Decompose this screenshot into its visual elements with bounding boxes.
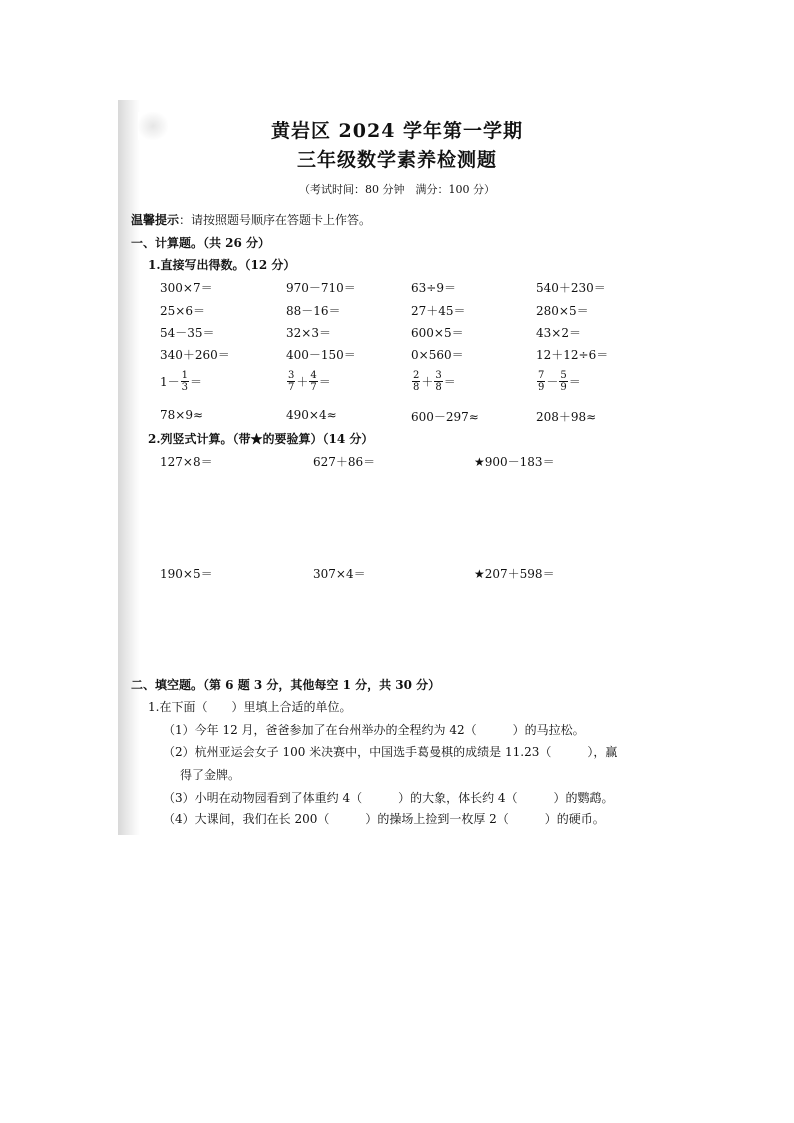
denominator: 3 (181, 382, 189, 393)
vertical-calc-item: ★900－183＝ (474, 455, 555, 469)
estimate-item: 208＋98≈ (536, 410, 597, 424)
numerator: 5 (560, 370, 567, 381)
equals: ＝ (190, 375, 203, 389)
calc-item: 54－35＝ (160, 326, 215, 340)
fill-item: （3）小明在动物园看到了体重约 4（ ）的大象，体长约 4（ ）的鹦鹉。 (163, 791, 614, 805)
vertical-calc-item: 127×8＝ (160, 455, 213, 469)
calc-item: 600×5＝ (411, 326, 464, 340)
denominator: 7 (310, 382, 317, 393)
section1-heading: 一、计算题。（共 26 分） (131, 236, 271, 250)
tip-label: 温馨提示 (131, 213, 180, 227)
vertical-calc-item: 307×4＝ (313, 567, 366, 581)
q2-heading: 2.列竖式计算。（带★的要验算）（14 分） (148, 432, 374, 446)
operator: － (167, 375, 180, 389)
exam-info: （考试时间：80 分钟 满分：100 分） (299, 183, 495, 196)
denominator: 9 (538, 382, 545, 393)
equals: ＝ (443, 375, 456, 389)
calc-item: 300×7＝ (160, 281, 213, 295)
fraction-item (411, 370, 456, 393)
fraction-item (160, 370, 202, 393)
estimate-item: 600－297≈ (411, 410, 479, 424)
fraction (537, 370, 545, 393)
calc-item: 280×5＝ (536, 304, 589, 318)
numerator: 7 (538, 370, 545, 381)
calc-item: 27＋45＝ (411, 304, 466, 318)
calc-item: 43×2＝ (536, 326, 581, 340)
tip-text: ：请按照题号顺序在答题卡上作答。 (179, 213, 372, 227)
fill-q1-heading: 1.在下面（ ）里填上合适的单位。 (148, 700, 352, 714)
calc-item: 340＋260＝ (160, 348, 230, 362)
operator: ＋ (421, 375, 434, 389)
fill-item-continued: 得了金牌。 (180, 768, 241, 782)
denominator: 7 (288, 382, 295, 393)
numerator: 4 (310, 370, 317, 381)
fraction (287, 370, 295, 393)
page-subtitle: 三年级数学素养检测题 (296, 149, 497, 171)
estimate-item: 78×9≈ (160, 408, 204, 422)
fraction (309, 370, 317, 393)
vertical-calc-item: 627＋86＝ (313, 455, 376, 469)
numerator: 3 (288, 370, 295, 381)
section2-heading: 二、填空题。（第 6 题 3 分，其他每空 1 分，共 30 分） (131, 678, 441, 692)
equals: ＝ (318, 375, 331, 389)
denominator: 8 (413, 382, 420, 393)
numerator: 2 (413, 370, 420, 381)
fraction (434, 370, 442, 393)
equals: ＝ (568, 375, 581, 389)
numerator: 3 (435, 370, 442, 381)
calc-item: 970－710＝ (286, 281, 356, 295)
calc-item: 32×3＝ (286, 326, 331, 340)
denominator: 8 (435, 382, 442, 393)
vertical-calc-item: 190×5＝ (160, 567, 213, 581)
page-title: 黄岩区 2024 学年第一学期 (270, 120, 524, 142)
denominator: 9 (560, 382, 567, 393)
tip (131, 211, 371, 228)
fraction (181, 370, 189, 393)
fraction (412, 370, 420, 393)
calc-item: 63÷9＝ (411, 281, 456, 295)
fraction-item (536, 370, 581, 393)
calc-item: 12＋12÷6＝ (536, 348, 609, 362)
calc-item: 540＋230＝ (536, 281, 606, 295)
calc-item: 25×6＝ (160, 304, 205, 318)
calc-item: 88－16＝ (286, 304, 341, 318)
fill-item: （2）杭州亚运会女子 100 米决赛中，中国选手葛曼棋的成绩是 11.23（ ），赢 (163, 745, 618, 759)
fill-item: （1）今年 12 月，爸爸参加了在台州举办的全程约为 42（ ）的马拉松。 (163, 723, 585, 737)
operator: － (546, 375, 559, 389)
whole-number: 1 (160, 374, 168, 389)
vertical-calc-item: ★207＋598＝ (474, 567, 555, 581)
fraction (559, 370, 567, 393)
calc-item: 0×560＝ (411, 348, 464, 362)
q1-heading: 1.直接写出得数。（12 分） (148, 258, 296, 272)
fraction-item (286, 370, 331, 393)
operator: ＋ (296, 375, 309, 389)
estimate-item: 490×4≈ (286, 408, 337, 422)
calc-item: 400－150＝ (286, 348, 356, 362)
fill-item: （4）大课间，我们在长 200（ ）的操场上捡到一枚厚 2（ ）的硬币。 (163, 812, 605, 826)
numerator: 1 (181, 370, 189, 381)
